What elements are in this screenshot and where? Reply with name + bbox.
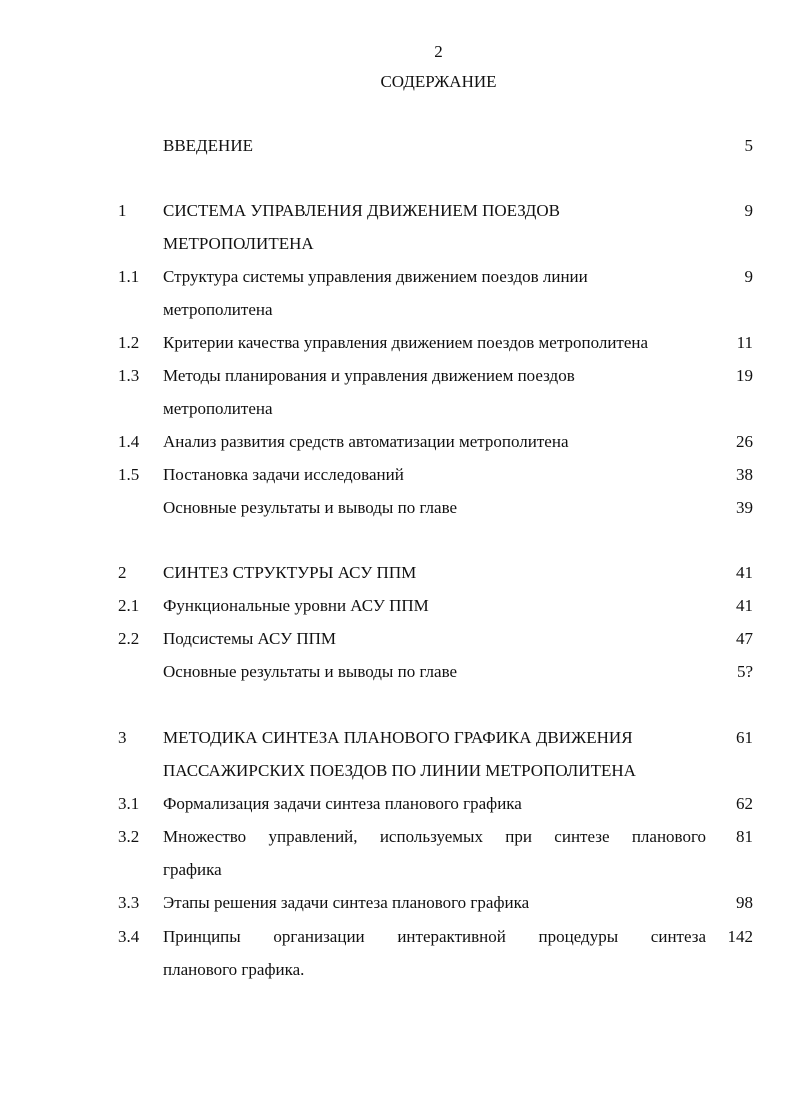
toc-entry-num: 1.3 — [118, 366, 140, 385]
toc-entry-3-4-cont — [0, 958, 797, 982]
toc-entry-title: Формализация задачи синтеза планового графика — [163, 794, 522, 813]
toc-entry-page: 39 — [736, 498, 753, 517]
toc-entry-title: метрополитена — [163, 399, 273, 418]
toc-entry-num: 2 — [118, 563, 127, 582]
toc-entry-intro — [0, 134, 797, 158]
toc-entry-page: 26 — [736, 432, 753, 451]
toc-entry-page: 142 — [727, 927, 753, 946]
toc-entry-title: Структура системы управления движением поездов линии — [163, 267, 588, 286]
toc-entry-page: 81 — [736, 827, 753, 846]
toc-entry-title: Функциональные уровни АСУ ППМ — [163, 596, 429, 615]
toc-entry-title: планового графика. — [163, 960, 305, 979]
toc-entry-1-4 — [0, 430, 797, 454]
toc-entry-1-2 — [0, 331, 797, 355]
toc-entry-page: 47 — [736, 629, 753, 648]
toc-entry-num: 3.3 — [118, 893, 140, 912]
toc-entry-page: 5 — [744, 136, 753, 155]
toc-entry-title: ПАССАЖИРСКИХ ПОЕЗДОВ ПО ЛИНИИ МЕТРОПОЛИТЕНА — [163, 761, 636, 780]
toc-entry-num: 2.1 — [118, 596, 140, 615]
toc-entry-title: Подсистемы АСУ ППМ — [163, 629, 337, 648]
toc-entry-1-1 — [0, 265, 797, 289]
toc-entry-page: 38 — [736, 465, 753, 484]
toc-entry-title: Множество управлений, используемых при синтезе планового — [163, 827, 706, 846]
toc-entry-num: 1.5 — [118, 465, 140, 484]
toc-entry-page: 41 — [736, 596, 753, 615]
toc-entry-title: СИНТЕЗ СТРУКТУРЫ АСУ ППМ — [163, 563, 417, 582]
toc-entry-title: Анализ развития средств автоматизации метрополитена — [163, 432, 569, 451]
toc-entry-title: МЕТОДИКА СИНТЕЗА ПЛАНОВОГО ГРАФИКА ДВИЖЕНИЯ — [163, 728, 633, 747]
toc-entry-page: 11 — [736, 333, 753, 352]
toc-entry-1-results — [0, 496, 797, 520]
toc-entry-num: 1 — [118, 201, 127, 220]
toc-entry-num: 3.4 — [118, 927, 140, 946]
page-number: 2 — [434, 42, 443, 61]
toc-entry-1-1-cont — [0, 298, 797, 322]
toc-entry-ch2 — [0, 561, 797, 585]
toc-entry-title: Основные результаты и выводы по главе — [163, 498, 458, 517]
toc-entry-page: 61 — [736, 728, 753, 747]
toc-entry-num: 3.2 — [118, 827, 140, 846]
toc-entry-3-4 — [0, 925, 797, 949]
toc-entry-title: ВВЕДЕНИЕ — [163, 136, 253, 155]
toc-entry-3-1 — [0, 792, 797, 816]
toc-entry-title: СИСТЕМА УПРАВЛЕНИЯ ДВИЖЕНИЕМ ПОЕЗДОВ — [163, 201, 560, 220]
toc-entry-ch1 — [0, 199, 797, 223]
toc-entry-1-3-cont — [0, 397, 797, 421]
toc-entry-num: 1.4 — [118, 432, 140, 451]
toc-entry-3-2 — [0, 825, 797, 849]
toc-entry-2-results — [0, 660, 797, 684]
toc-entry-num: 3 — [118, 728, 127, 747]
toc-entry-title: МЕТРОПОЛИТЕНА — [163, 234, 314, 253]
toc-entry-3-2-cont — [0, 858, 797, 882]
toc-entry-title: Методы планирования и управления движением поездов — [163, 366, 575, 385]
toc-entry-ch1-cont — [0, 232, 797, 256]
toc-entry-title: Принципы организации интерактивной процедуры синтеза — [163, 927, 706, 946]
toc-entry-ch3 — [0, 726, 797, 750]
toc-entry-page: 41 — [736, 563, 753, 582]
page-title: СОДЕРЖАНИЕ — [380, 72, 497, 91]
toc-entry-2-1 — [0, 594, 797, 618]
toc-entry-title: Критерии качества управления движением поездов метрополитена — [163, 333, 649, 352]
toc-entry-num: 2.2 — [118, 629, 140, 648]
toc-entry-2-2 — [0, 627, 797, 651]
toc-entry-num: 3.1 — [118, 794, 140, 813]
toc-entry-1-5 — [0, 463, 797, 487]
toc-entry-3-3 — [0, 891, 797, 915]
toc-entry-1-3 — [0, 364, 797, 388]
toc-entry-title: Постановка задачи исследований — [163, 465, 404, 484]
toc-entry-title: Основные результаты и выводы по главе — [163, 662, 458, 681]
toc-entry-page: 19 — [736, 366, 753, 385]
toc-entry-num: 1.1 — [118, 267, 140, 286]
toc-entry-title: графика — [163, 860, 222, 879]
toc-entry-page: 9 — [744, 201, 753, 220]
toc-entry-title: метрополитена — [163, 300, 273, 319]
toc-entry-page: 9 — [744, 267, 753, 286]
toc-entry-page: 98 — [736, 893, 753, 912]
toc-entry-page: 5? — [736, 662, 753, 681]
toc-entry-num: 1.2 — [118, 333, 140, 352]
toc-entry-ch3-cont — [0, 759, 797, 783]
toc-entry-title: Этапы решения задачи синтеза планового графика — [163, 893, 530, 912]
toc-entry-page: 62 — [736, 794, 753, 813]
